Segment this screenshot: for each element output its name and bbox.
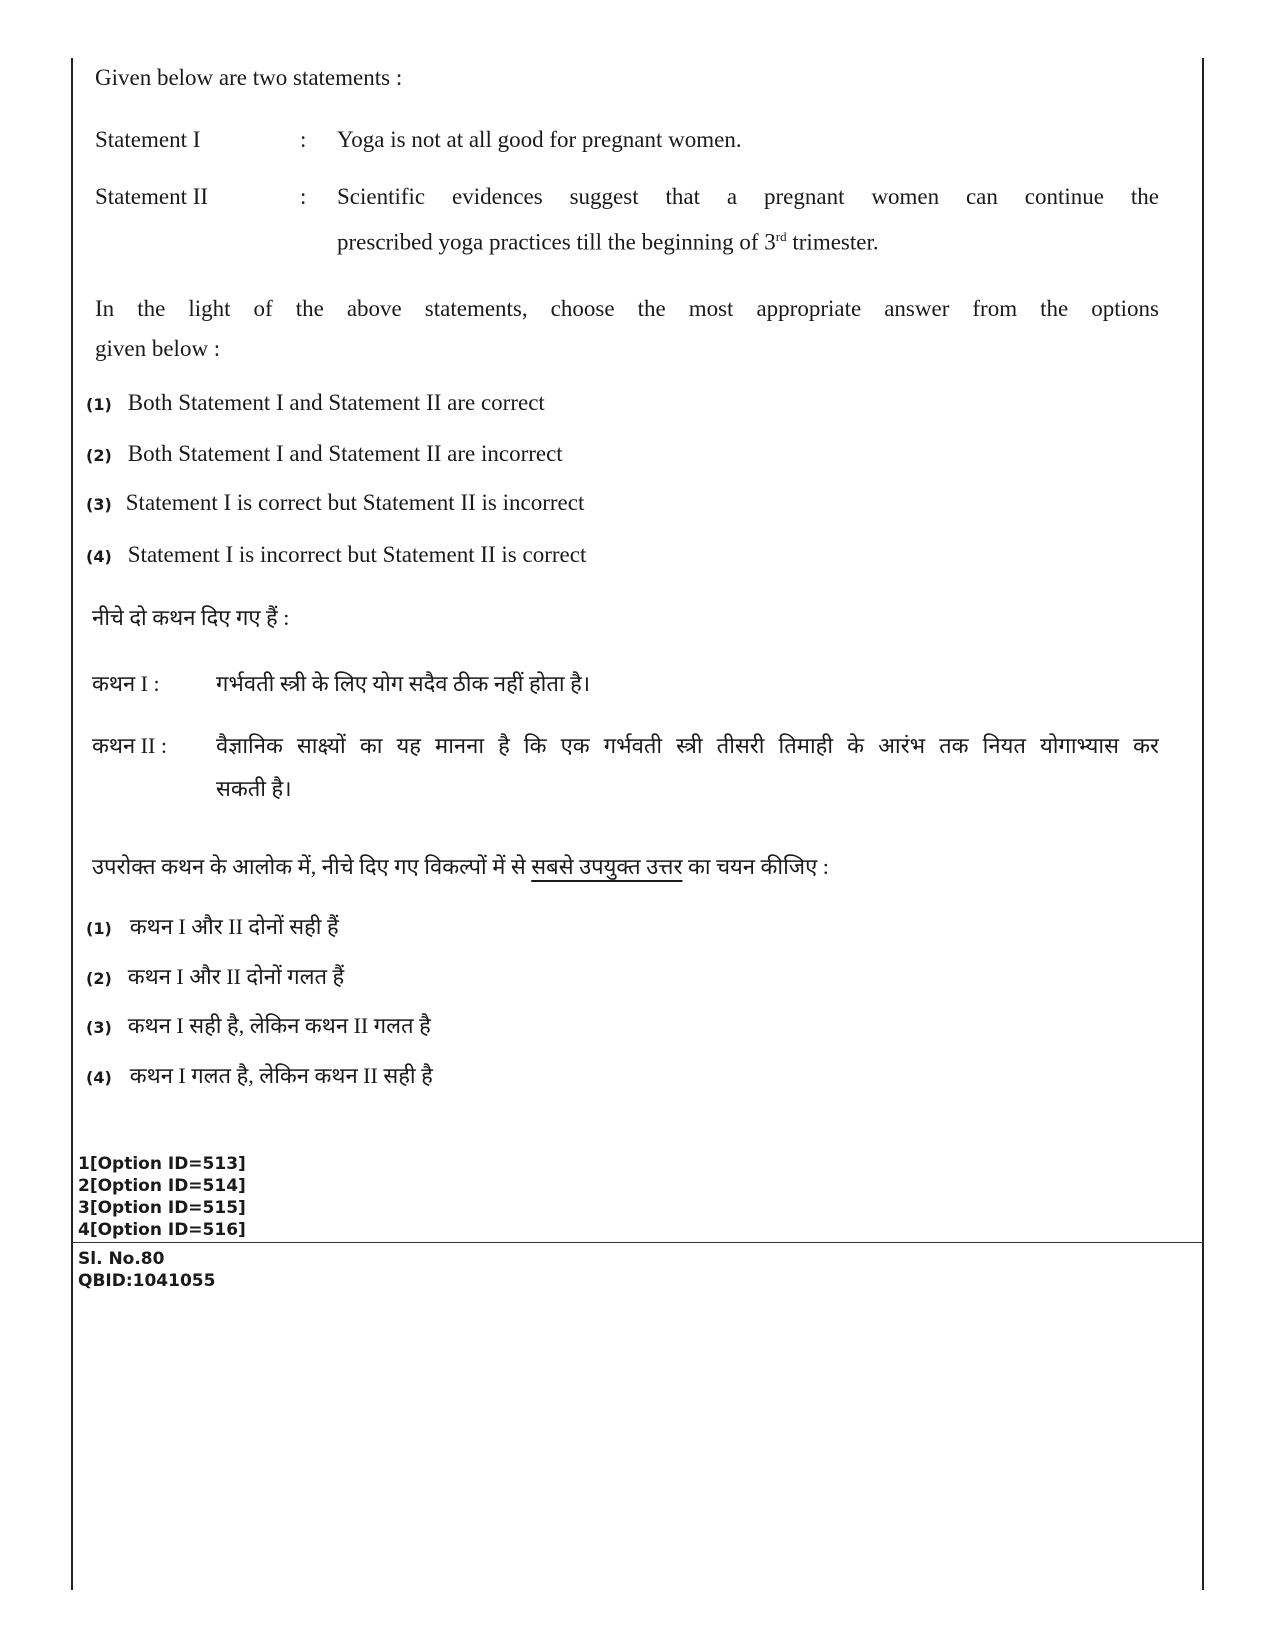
statement2-colon: : [300,184,307,209]
option-text: Statement I is incorrect but Statement II is correct [127,542,587,567]
option-text: Both Statement I and Statement II are incorrect [127,441,563,466]
hindi-option-4 [86,1054,433,1098]
option-2 [86,434,563,474]
right-border [1202,58,1204,1590]
hindi-statement1-label: कथन I : [92,671,160,696]
option-text: कथन I सही है, लेकिन कथन II गलत है [127,1013,431,1038]
option-number: (3) [86,495,112,514]
statement2-line1: Scientific evidences suggest that a pregnant women can continue the [337,184,1159,209]
option-id: 3[Option ID=515] [78,1198,246,1218]
option-number: (2) [86,446,112,465]
hindi-statement2-label: कथन II : [92,733,167,758]
question-divider [71,1242,1204,1243]
statement2-label: Statement II [95,184,209,209]
statement1-label: Statement I [95,127,201,152]
question-line1: In the light of the above statements, choose the most appropriate answer from the options [95,296,1159,321]
hindi-option-1 [86,905,339,949]
hindi-intro: नीचे दो कथन दिए गए हैं : [92,605,290,630]
option-1 [86,383,545,423]
option-text: Statement I is correct but Statement II is incorrect [125,490,585,515]
option-text: कथन I और II दोनों सही हैं [129,914,339,939]
statement1-text: Yoga is not at all good for pregnant women. [337,127,742,152]
option-number: (4) [86,1068,112,1087]
hindi-statement1-text: गर्भवती स्त्री के लिए योग सदैव ठीक नहीं होता है। [216,671,591,696]
left-border [71,58,73,1590]
hindi-statement2-line1: वैज्ञानिक साक्ष्यों का यह मानना है कि एक गर्भवती स्त्री तीसरी तिमाही के आरंभ तक नियत योगाभ्यास कर [216,733,1159,758]
statement1-colon: : [300,127,307,152]
question-line2: given below : [95,336,221,361]
serial-number: Sl. No.80 [78,1249,165,1269]
statement2-line2: prescribed yoga practices till the beginning of 3rd trimester. [337,229,879,255]
option-number: (1) [86,919,112,938]
hindi-option-2 [86,955,344,999]
option-number: (1) [86,395,112,414]
option-number: (4) [86,547,112,566]
option-id: 2[Option ID=514] [78,1176,246,1196]
option-id: 4[Option ID=516] [78,1220,246,1240]
option-id-list [78,1153,246,1241]
option-id: 1[Option ID=513] [78,1154,246,1174]
option-number: (2) [86,969,112,988]
qbid: QBID:1041055 [78,1271,216,1291]
hindi-statement2-line2: सकती है। [216,776,292,801]
option-text: कथन I गलत है, लेकिन कथन II सही है [129,1063,433,1088]
option-3 [86,483,584,523]
english-intro: Given below are two statements : [95,65,403,90]
next-question-header [78,1248,215,1292]
option-4 [86,535,586,575]
option-text: Both Statement I and Statement II are correct [127,390,545,415]
option-number: (3) [86,1018,112,1037]
option-text: कथन I और II दोनों गलत हैं [127,964,345,989]
hindi-question: उपरोक्त कथन के आलोक में, नीचे दिए गए विकल्पों में से सबसे उपयुक्त उत्तर का चयन कीजिए : [92,854,829,879]
hindi-option-3 [86,1004,431,1048]
